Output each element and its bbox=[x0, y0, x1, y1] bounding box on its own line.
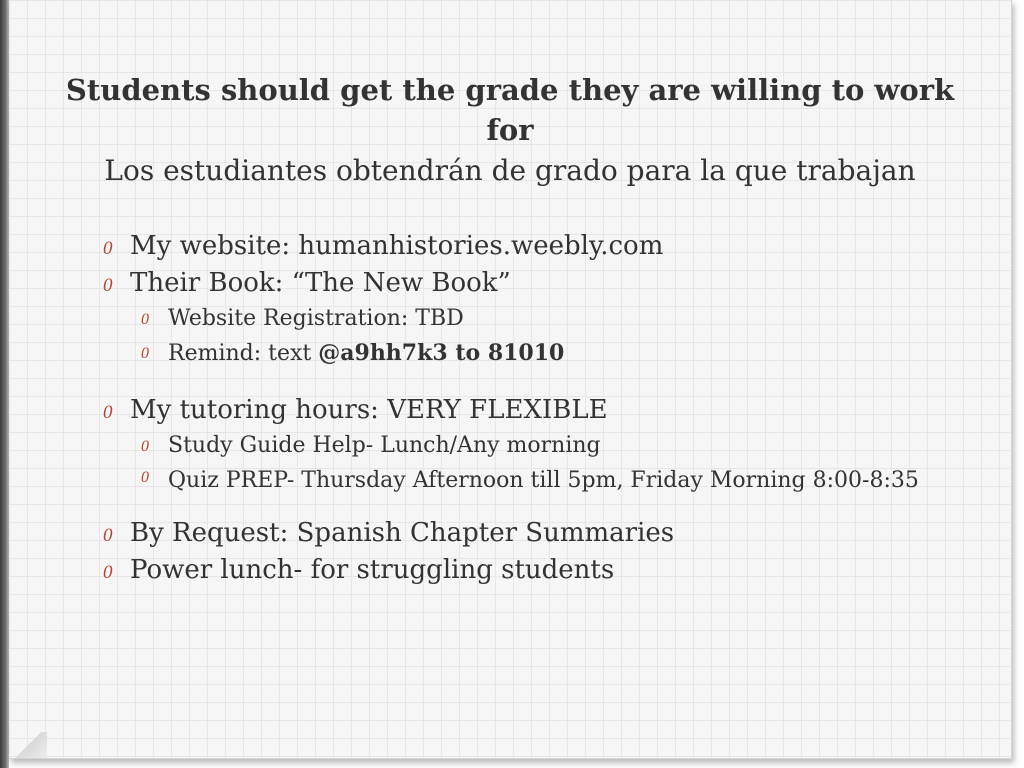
sub-item-remind bbox=[141, 336, 923, 371]
list-item-text: My website: humanhistories.weebly.com bbox=[130, 231, 664, 261]
sub-item-registration bbox=[141, 302, 923, 336]
bullet-icon: 0 bbox=[103, 562, 113, 583]
list-item-by-request bbox=[103, 515, 923, 552]
bullet-icon: 0 bbox=[141, 469, 149, 486]
title-spanish: Los estudiantes obtendrán de grado para la que trabajan bbox=[104, 154, 916, 187]
list-item-text: By Request: Spanish Chapter Summaries bbox=[130, 518, 675, 548]
list-item-text: Their Book: “The New Book” bbox=[130, 268, 511, 298]
bullet-icon: 0 bbox=[141, 311, 149, 328]
slide-title bbox=[60, 70, 960, 191]
bullet-icon: 0 bbox=[141, 345, 149, 362]
sub-item-study-guide bbox=[141, 429, 923, 463]
page-curl-corner bbox=[9, 732, 47, 758]
list-item-text: Power lunch- for struggling students bbox=[130, 555, 615, 585]
bullet-icon: 0 bbox=[141, 438, 149, 455]
list-item-tutoring-hours bbox=[103, 392, 923, 429]
bullet-list bbox=[103, 228, 923, 589]
bullet-icon: 0 bbox=[103, 525, 113, 546]
remind-code: @a9hh7k3 to 81010 bbox=[318, 340, 565, 366]
bullet-icon: 0 bbox=[103, 402, 113, 423]
title-english: Students should get the grade they are willing to work for bbox=[65, 73, 955, 147]
list-item-text: Website Registration: TBD bbox=[168, 306, 464, 331]
list-item-text: Quiz PREP- Thursday Afternoon till 5pm, Friday Morning 8:00-8:35 bbox=[168, 468, 919, 493]
list-item-text: Remind: text bbox=[168, 341, 319, 366]
list-item-power-lunch bbox=[103, 552, 923, 589]
list-item-book bbox=[103, 265, 923, 302]
list-item-text: My tutoring hours: VERY FLEXIBLE bbox=[130, 395, 608, 425]
slide-left-edge bbox=[0, 0, 9, 768]
list-item-text: Study Guide Help- Lunch/Any morning bbox=[168, 433, 601, 458]
bullet-icon: 0 bbox=[103, 238, 113, 259]
sub-item-quiz-prep bbox=[141, 463, 923, 497]
bullet-icon: 0 bbox=[103, 275, 113, 296]
list-item-website bbox=[103, 228, 923, 265]
